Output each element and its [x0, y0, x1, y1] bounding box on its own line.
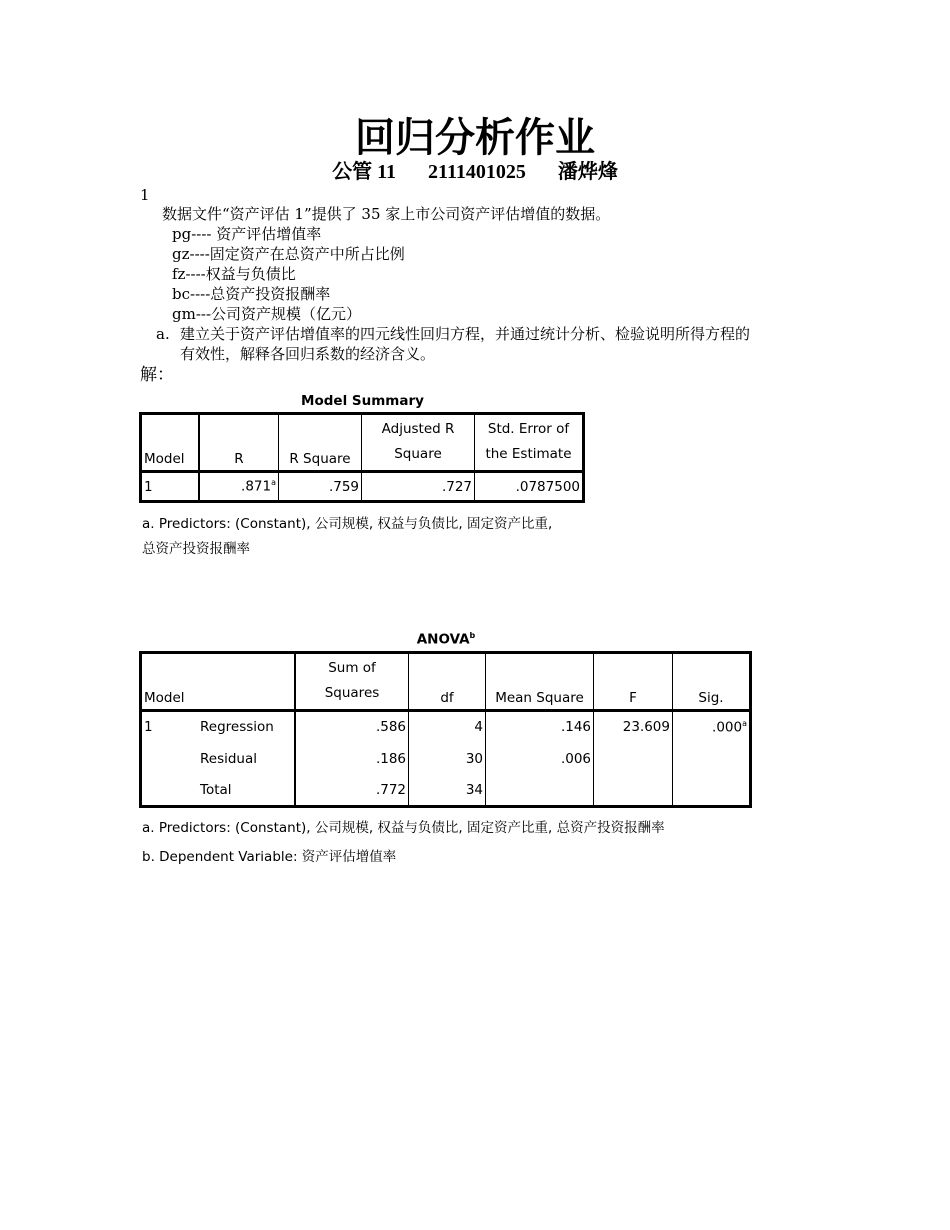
variable-gm: gm---公司资产规模（亿元） [172, 305, 362, 323]
cell-r-square: .759 [279, 472, 362, 502]
cell-std-error: .0787500 [515, 478, 580, 495]
part-a-text-line2: 有效性，解释各回归系数的经济含义。 [180, 345, 436, 363]
anova-note-a: a. Predictors: (Constant), 公司规模, 权益与负债比, 固定资产比重, 总资产投资报酬率 [142, 820, 665, 836]
anova-cell-model [141, 775, 199, 807]
student-name: 潘烨烽 [557, 161, 618, 183]
anova-cell-label: Residual [198, 743, 295, 775]
header-r: R [199, 414, 279, 472]
anova-cell-ss: .772 [295, 775, 409, 807]
anova-header-model: Model [141, 653, 296, 711]
table-row [141, 711, 751, 743]
anova-cell-ms: .146 [486, 711, 594, 743]
model-summary-title: Model Summary [301, 393, 424, 409]
header-adjusted-r-square: Adjusted R Square [362, 414, 475, 472]
part-a-marker: a. [156, 325, 170, 343]
anova-cell-sig [673, 743, 751, 775]
anova-cell-ms [486, 775, 594, 807]
header-r-square: R Square [279, 414, 362, 472]
anova-cell-ms: .006 [486, 743, 594, 775]
document-subtitle [0, 158, 950, 186]
anova-cell-df: 34 [409, 775, 486, 807]
anova-cell-ss: .586 [295, 711, 409, 743]
variable-pg: pg---- 资产评估增值率 [172, 225, 322, 243]
table-row [141, 775, 751, 807]
question-number: 1 [140, 186, 150, 204]
anova-cell-label: Regression [198, 711, 295, 743]
header-model: Model [141, 414, 200, 472]
variable-gz: gz----固定资产在总资产中所占比例 [172, 245, 405, 263]
anova-cell-f [594, 775, 673, 807]
anova-cell-model: 1 [144, 719, 153, 736]
document-title: 回归分析作业 [355, 114, 595, 161]
cell-r: .871$^a$ [199, 472, 279, 502]
model-summary-note-line1: a. Predictors: (Constant), 公司规模, 权益与负债比, 固定资产比重, [142, 516, 553, 532]
anova-header-df: df [409, 653, 486, 711]
anova-header-sig: Sig. [673, 653, 751, 711]
model-summary-note-line2: 总资产投资报酬率 [142, 541, 250, 557]
anova-header-f: F [594, 653, 673, 711]
anova-cell-model [141, 743, 199, 775]
anova-cell-sig [673, 775, 751, 807]
anova-cell-df: 4 [409, 711, 486, 743]
table-row [141, 743, 751, 775]
variable-fz: fz----权益与负债比 [172, 265, 296, 283]
class-name: 公管 11 [332, 161, 397, 183]
anova-cell-f [594, 743, 673, 775]
question-intro: 数据文件“资产评估 1”提供了 35 家上市公司资产评估增值的数据。 [162, 205, 611, 223]
anova-header-mean-square: Mean Square [486, 653, 594, 711]
anova-table [139, 651, 752, 808]
anova-title: ANOVA$^b$ [416, 631, 476, 648]
anova-cell-sig: .000$^a$ [712, 719, 747, 736]
anova-cell-ss: .186 [295, 743, 409, 775]
anova-note-b: b. Dependent Variable: 资产评估增值率 [142, 849, 397, 865]
variable-bc: bc----总资产投资报酬率 [172, 285, 331, 303]
cell-model: 1 [141, 472, 200, 502]
anova-header-sum-of-squares: Sum of Squares [295, 653, 409, 711]
model-summary-header-row [141, 414, 584, 472]
anova-cell-df: 30 [409, 743, 486, 775]
table-row [141, 472, 584, 502]
part-a-text-line1: 建立关于资产评估增值率的四元线性回归方程，并通过统计分析、检验说明所得方程的 [180, 325, 751, 343]
model-summary-table [139, 412, 585, 503]
cell-adjusted-r-square: .727 [362, 472, 475, 502]
answer-label: 解： [140, 365, 174, 385]
anova-cell-f: 23.609 [594, 711, 673, 743]
anova-cell-label: Total [198, 775, 295, 807]
anova-header-row [141, 653, 751, 711]
student-id: 2111401025 [428, 161, 526, 183]
header-std-error: Std. Error of the Estimate [475, 414, 584, 472]
